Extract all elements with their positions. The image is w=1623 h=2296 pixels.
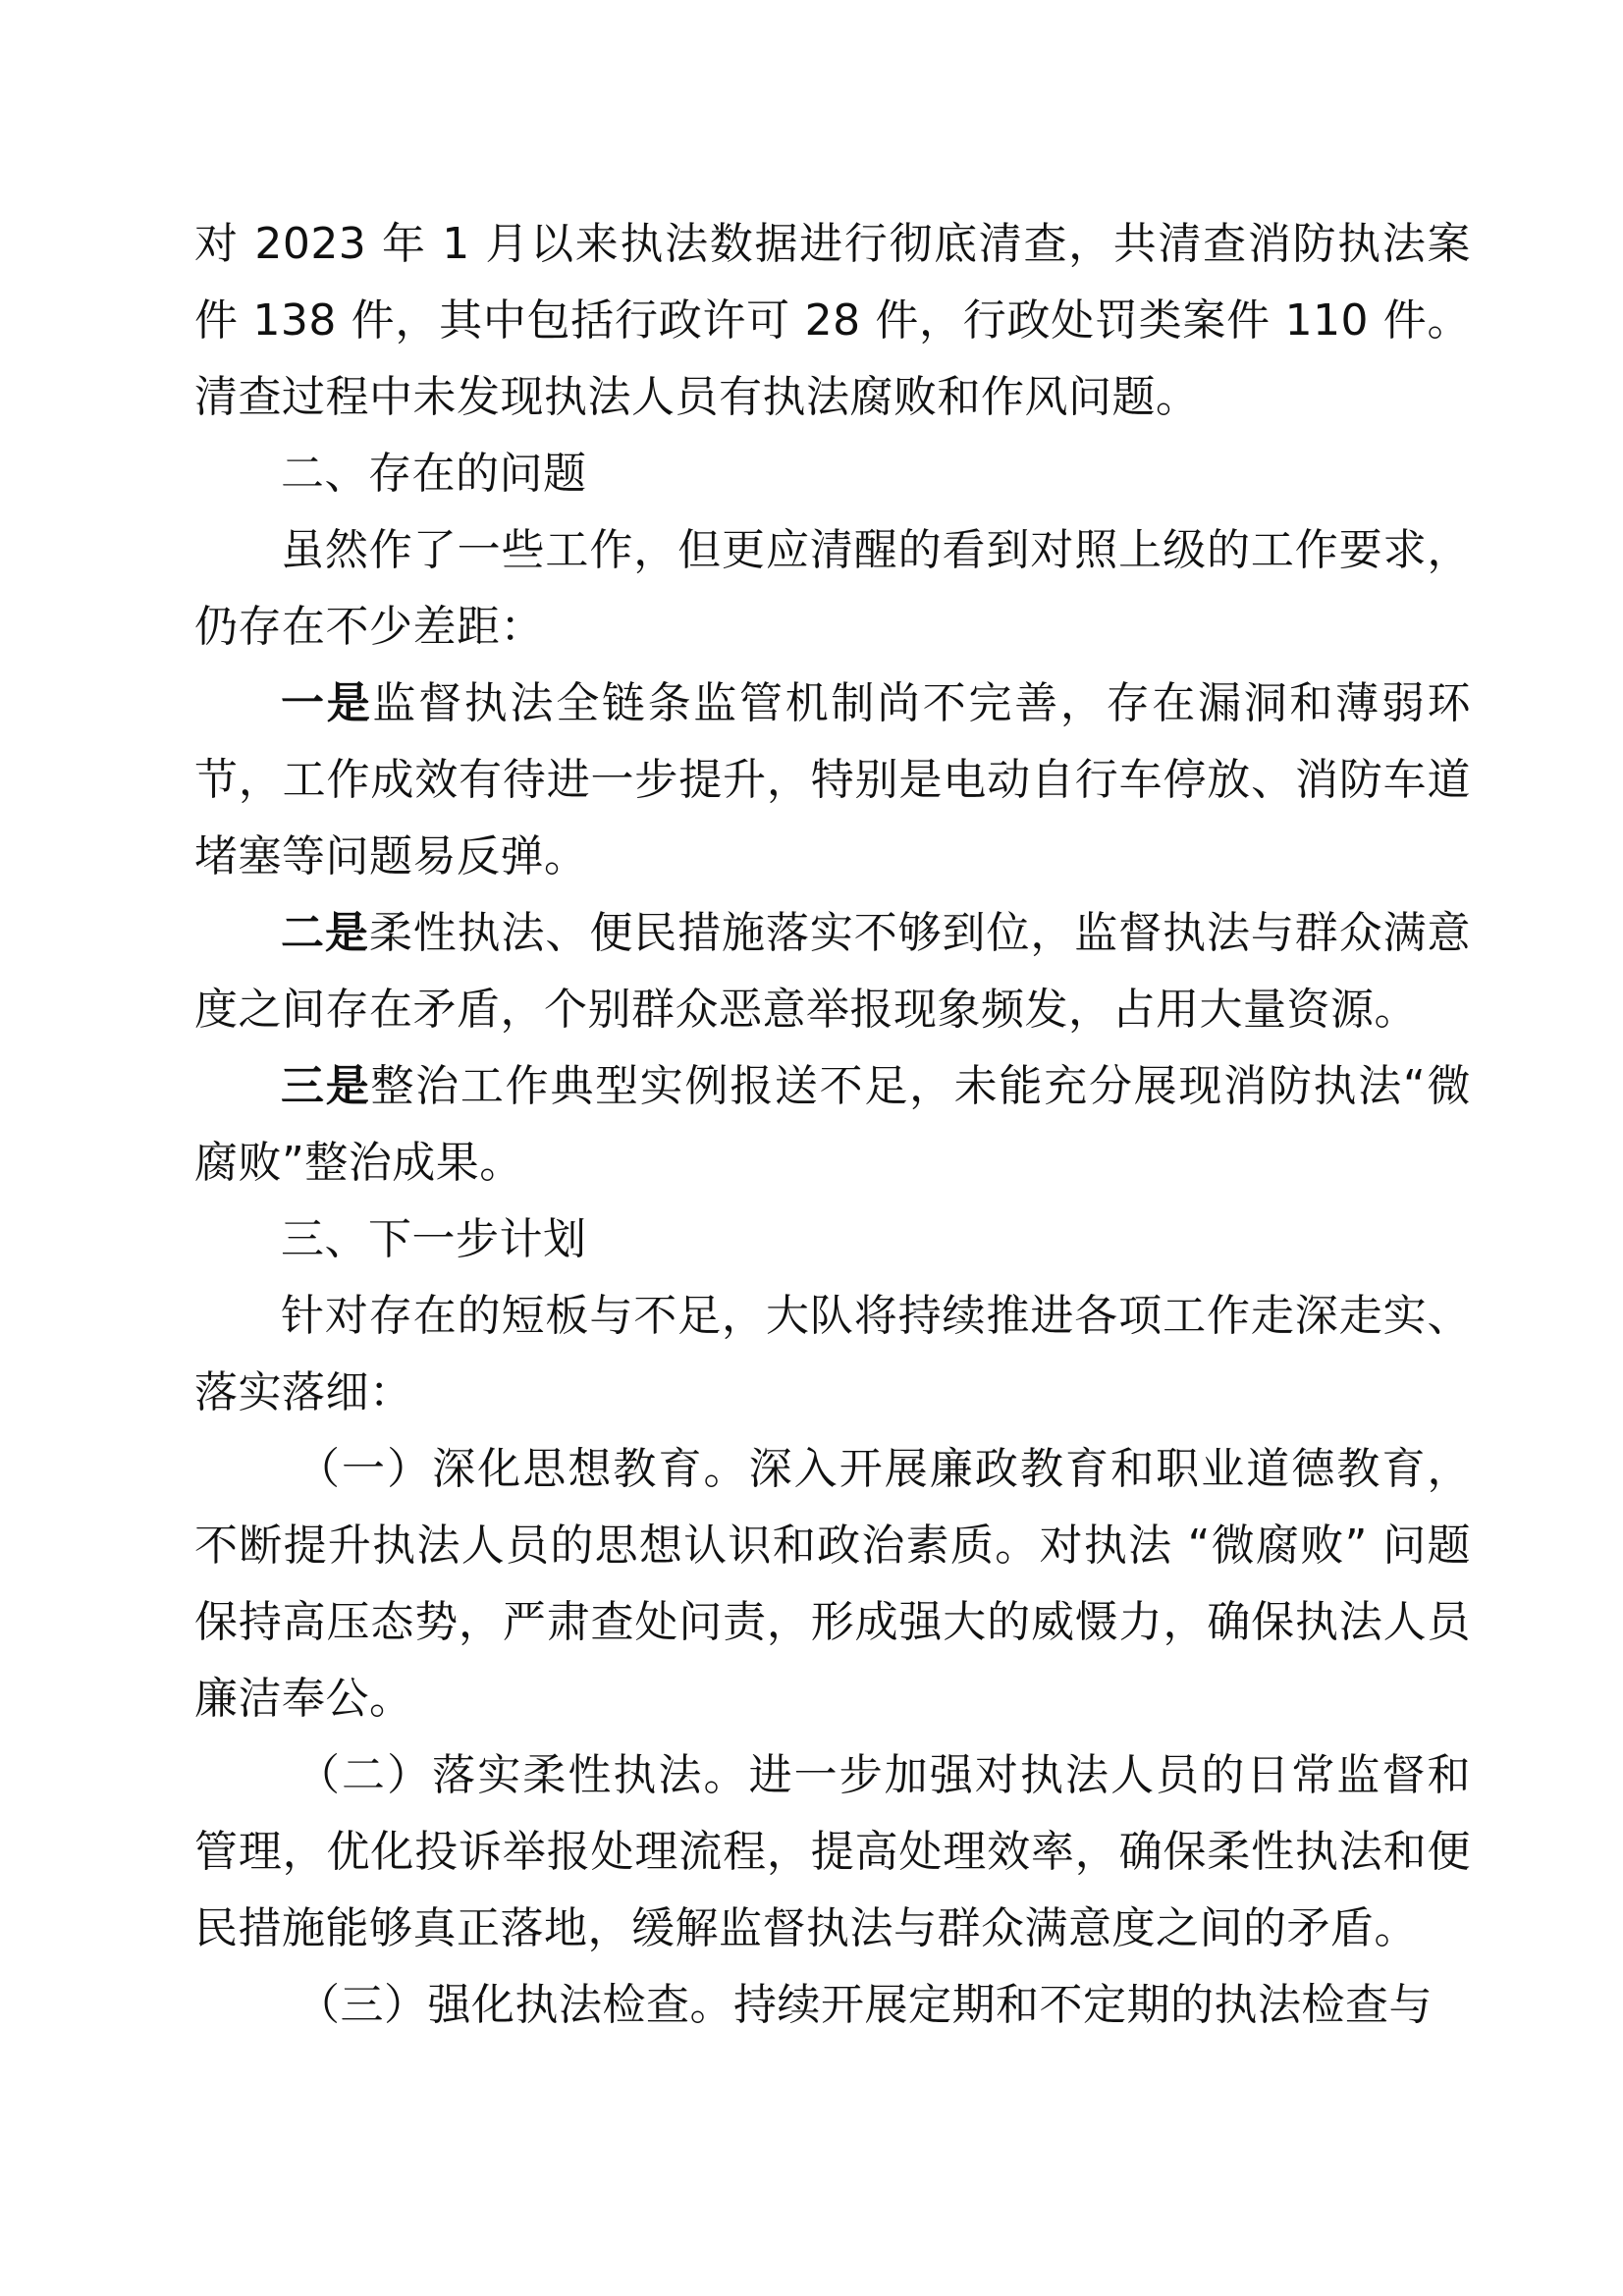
- paragraph-problem-two: [194, 895, 1471, 1048]
- paragraph-lead: 一是: [281, 678, 373, 728]
- paragraph-text: 整治工作典型实例报送不足，未能充分展现消防执法“微腐败”整治成果。: [194, 1061, 1472, 1188]
- paragraph-lead: 二是: [281, 908, 369, 958]
- paragraph-plan-intro: [194, 1278, 1471, 1431]
- paragraph-text: 虽然作了一些工作，但更应清醒的看到对照上级的工作要求，仍存在不少差距：: [194, 525, 1471, 652]
- paragraph-problem-one: [194, 666, 1471, 895]
- paragraph-text: 对 2023 年 1 月以来执法数据进行彻底清查，共清查消防执法案件 138 件，其中包括行政许可 28 件，行政处罚类案件 110 件。清查过程中未发现执法人员有执法腐败和作风问题。: [194, 219, 1471, 422]
- paragraph-problem-three: [194, 1048, 1471, 1201]
- paragraph-text: （二）落实柔性执法。进一步加强对执法人员的日常监督和管理，优化投诉举报处理流程，提高处理效率，确保柔性执法和便民措施能够真正落地，缓解监督执法与群众满意度之间的矛盾。: [194, 1750, 1471, 1953]
- heading-text: 三、下一步计划: [281, 1214, 587, 1264]
- section-heading-problems: [194, 436, 1471, 512]
- paragraph-text: （三）强化执法检查。持续开展定期和不定期的执法检查与: [297, 1980, 1433, 2030]
- paragraph-plan-one: [194, 1431, 1471, 1737]
- heading-text: 二、存在的问题: [281, 449, 587, 499]
- paragraph-text: 针对存在的短板与不足，大队将持续推进各项工作走深走实、落实落细：: [194, 1291, 1471, 1417]
- paragraph-plan-three: [194, 1967, 1471, 2044]
- paragraph-plan-two: [194, 1737, 1471, 1967]
- paragraph-text: （一）深化思想教育。深入开展廉政教育和职业道德教育，不断提升执法人员的思想认识和政治素质。对执法 “微腐败” 问题保持高压态势，严肃查处问责，形成强大的威慑力，确保执法人员廉洁奉公。: [194, 1444, 1471, 1724]
- document-body: [194, 206, 1471, 2044]
- paragraph-gap-intro: [194, 512, 1471, 666]
- paragraph-text: 柔性执法、便民措施落实不够到位，监督执法与群众满意度之间存在矛盾，个别群众恶意举报现象频发，占用大量资源。: [194, 908, 1472, 1035]
- paragraph-case-review: [194, 206, 1471, 436]
- paragraph-lead: 三是: [281, 1061, 371, 1111]
- section-heading-next-steps: [194, 1201, 1471, 1278]
- paragraph-text: 监督执法全链条监管机制尚不完善，存在漏洞和薄弱环节，工作成效有待进一步提升，特别是电动自行车停放、消防车道堵塞等问题易反弹。: [194, 678, 1472, 881]
